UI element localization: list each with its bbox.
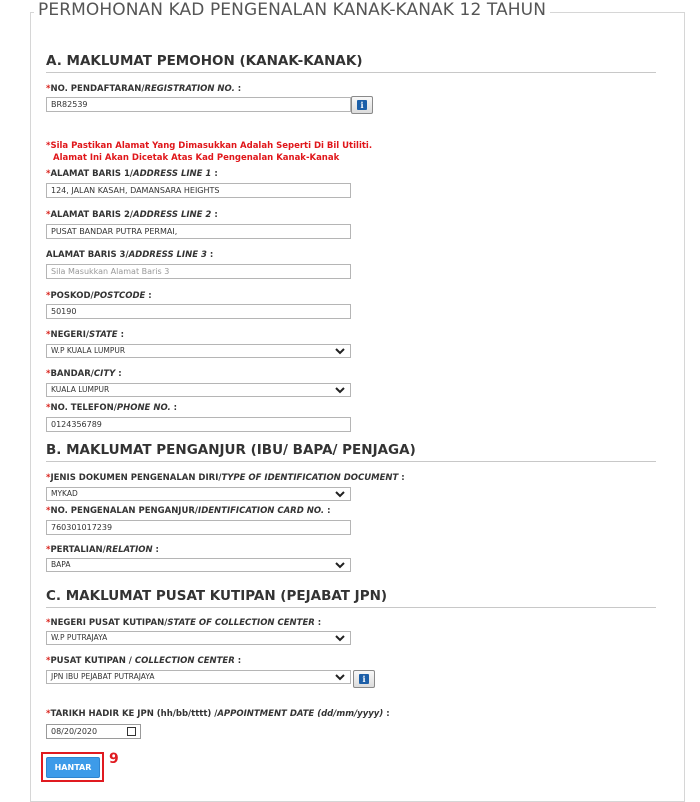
collection-state-label: *NEGERI PUSAT KUTIPAN/STATE OF COLLECTION CENTER : bbox=[46, 618, 322, 628]
appointment-date-input[interactable]: 08/20/2020 bbox=[46, 724, 141, 739]
step-number: 9 bbox=[109, 751, 119, 767]
chevron-down-icon bbox=[334, 346, 346, 356]
registration-label: *NO. PENDAFTARAN/REGISTRATION NO. : bbox=[46, 84, 242, 94]
registration-info-button[interactable] bbox=[351, 96, 373, 114]
appointment-date-label: *TARIKH HADIR KE JPN (hh/bb/tttt) /APPOINTMENT DATE (dd/mm/yyyy) : bbox=[46, 709, 390, 719]
submit-button[interactable]: HANTAR bbox=[46, 757, 100, 778]
collection-center-select[interactable]: JPN IBU PEJABAT PUTRAJAYA bbox=[46, 670, 351, 684]
relation-label: *PERTALIAN/RELATION : bbox=[46, 545, 159, 555]
city-label: *BANDAR/CITY : bbox=[46, 369, 122, 379]
idno-label: *NO. PENGENALAN PENGANJUR/IDENTIFICATION CARD NO. : bbox=[46, 506, 331, 516]
collection-state-select[interactable]: W.P PUTRAJAYA bbox=[46, 631, 351, 645]
chevron-down-icon bbox=[334, 560, 346, 570]
phone-input[interactable]: 0124356789 bbox=[46, 417, 351, 432]
address3-label: ALAMAT BARIS 3/ADDRESS LINE 3 : bbox=[46, 250, 214, 260]
city-select[interactable]: KUALA LUMPUR bbox=[46, 383, 351, 397]
section-c-heading: C. MAKLUMAT PUSAT KUTIPAN (PEJABAT JPN) bbox=[46, 588, 656, 608]
calendar-icon[interactable] bbox=[127, 727, 136, 736]
chevron-down-icon bbox=[334, 385, 346, 395]
idno-input[interactable]: 760301017239 bbox=[46, 520, 351, 535]
address2-input[interactable]: PUSAT BANDAR PUTRA PERMAI, bbox=[46, 224, 351, 239]
collection-center-label: *PUSAT KUTIPAN / COLLECTION CENTER : bbox=[46, 656, 242, 666]
info-icon: i bbox=[357, 100, 367, 110]
form-title: PERMOHONAN KAD PENGENALAN KANAK-KANAK 12 TAHUN bbox=[34, 0, 550, 20]
state-label: *NEGERI/STATE : bbox=[46, 330, 124, 340]
doctype-label: *JENIS DOKUMEN PENGENALAN DIRI/TYPE OF IDENTIFICATION DOCUMENT : bbox=[46, 473, 405, 483]
section-b-heading: B. MAKLUMAT PENGANJUR (IBU/ BAPA/ PENJAGA) bbox=[46, 442, 656, 462]
address2-label: *ALAMAT BARIS 2/ADDRESS LINE 2 : bbox=[46, 210, 218, 220]
collection-center-info-button[interactable] bbox=[353, 670, 375, 688]
postcode-input[interactable]: 50190 bbox=[46, 304, 351, 319]
chevron-down-icon bbox=[334, 672, 346, 682]
state-select[interactable]: W.P KUALA LUMPUR bbox=[46, 344, 351, 358]
address-warning-line1: *Sila Pastikan Alamat Yang Dimasukkan Adalah Seperti Di Bil Utiliti. bbox=[46, 141, 373, 151]
section-a-heading: A. MAKLUMAT PEMOHON (KANAK-KANAK) bbox=[46, 53, 656, 73]
address1-label: *ALAMAT BARIS 1/ADDRESS LINE 1 : bbox=[46, 169, 218, 179]
address3-input[interactable]: Sila Masukkan Alamat Baris 3 bbox=[46, 264, 351, 279]
address1-input[interactable]: 124, JALAN KASAH, DAMANSARA HEIGHTS bbox=[46, 183, 351, 198]
chevron-down-icon bbox=[334, 489, 346, 499]
chevron-down-icon bbox=[334, 633, 346, 643]
phone-label: *NO. TELEFON/PHONE NO. : bbox=[46, 403, 178, 413]
address-warning-line2: Alamat Ini Akan Dicetak Atas Kad Pengenalan Kanak-Kanak bbox=[53, 153, 340, 163]
registration-input[interactable]: BR82539 bbox=[46, 97, 351, 112]
relation-select[interactable]: BAPA bbox=[46, 558, 351, 572]
info-icon: i bbox=[359, 674, 369, 684]
postcode-label: *POSKOD/POSTCODE : bbox=[46, 291, 152, 301]
doctype-select[interactable]: MYKAD bbox=[46, 487, 351, 501]
